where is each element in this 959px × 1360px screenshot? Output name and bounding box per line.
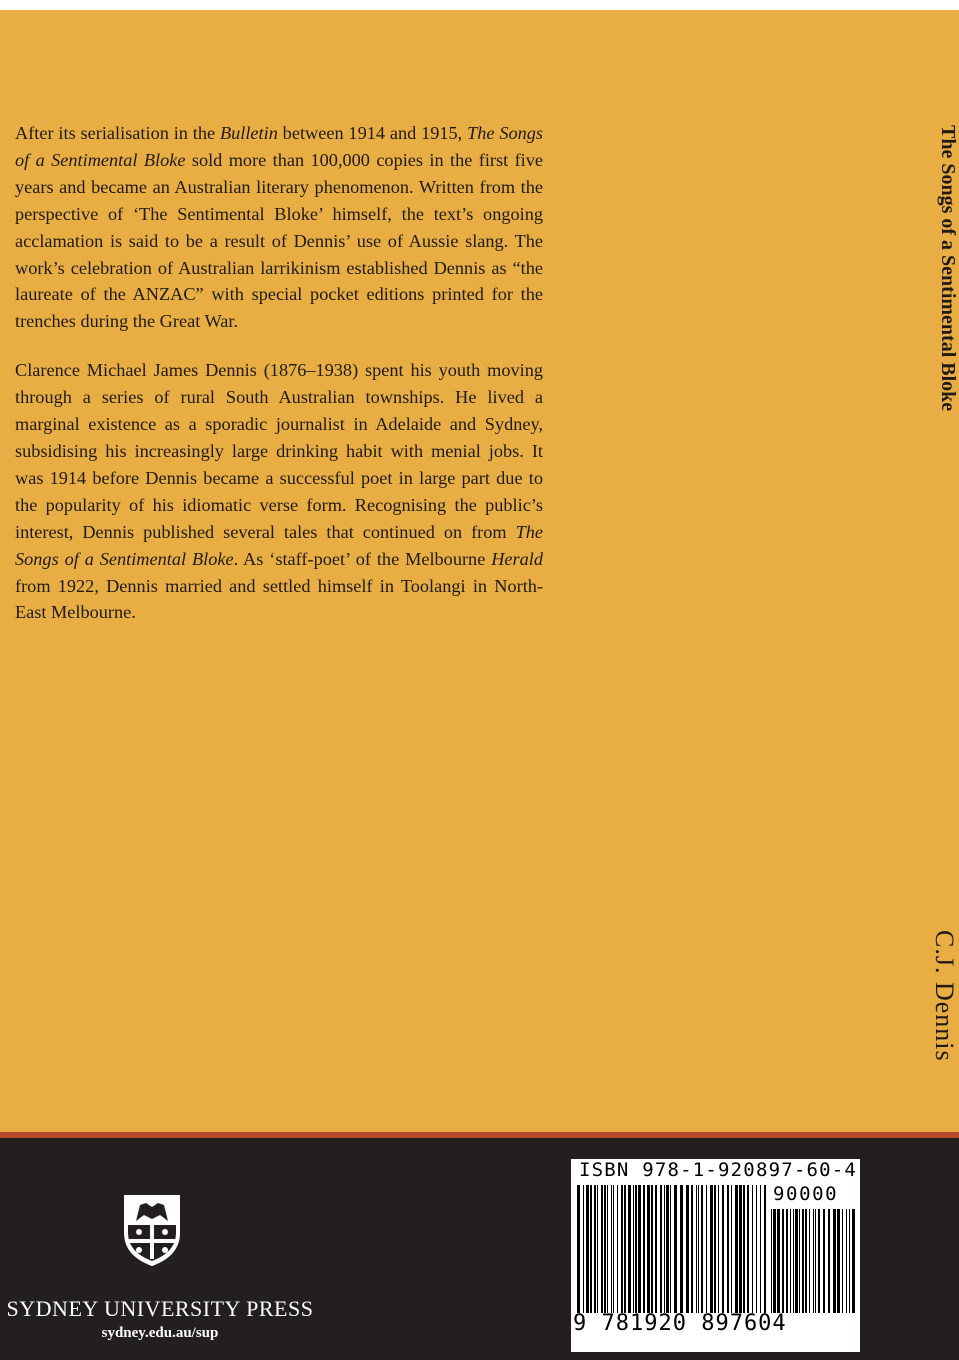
blurb-text <box>15 120 543 648</box>
spine-author: C.J. Dennis <box>930 930 959 1062</box>
publisher-name: SYDNEY UNIVERSITY PRESS <box>6 1296 314 1321</box>
isbn-label: ISBN 978-1-920897-60-4 <box>579 1159 858 1181</box>
university-crest-icon <box>122 1193 182 1267</box>
isbn-barcode <box>571 1159 860 1352</box>
blurb-paragraph-2: Clarence Michael James Dennis (1876–1938) spent his youth moving through a series of rural South Australian townships. He lived a marginal existence as a sporadic journalist in Adelaide and Sydney, subsidising his increasingly large drinking habit with menial jobs. It was 1914 before Dennis became a successful poet in large part due to the popularity of his idiomatic verse form. Recognising the public’s interest, Dennis published several tales that continued on from The Songs of a Sentimental Bloke. As ‘staff-poet’ of the Melbourne Herald from 1922, Dennis married and settled himself in Toolangi in North-East Melbourne. <box>15 360 544 623</box>
ean-digits: 9 781920 897604 <box>573 1311 787 1336</box>
bulletin-title: Bulletin <box>219 123 278 143</box>
book-title: The Songs of a Sentimental Bloke <box>15 521 543 569</box>
spine-title: The Songs of a Sentimental Bloke <box>937 125 959 412</box>
price-code: 90000 <box>773 1183 839 1205</box>
ean-bars <box>577 1185 767 1313</box>
blurb-paragraph-1: After its serialisation in the Bulletin between 1914 and 1915, The Songs of a Sentimental Bloke sold more than 100,000 copies in the first five years and became an Australian literary phenomenon. Written from the perspective of ‘The Sentimental Bloke’ himself, the text’s ongoing acclamation is said to be a result of Dennis’ use of Aussie slang. The work’s celebration of Australian larrikinism established Dennis as “the laureate of the ANZAC” with special pocket editions printed for the trenches during the Great War. <box>15 123 544 332</box>
addon-bars <box>771 1209 855 1313</box>
herald-title: Herald <box>491 548 544 569</box>
publisher-website: sydney.edu.au/sup <box>101 1325 219 1341</box>
book-title: The Songs of a Sentimental Bloke <box>15 123 544 170</box>
